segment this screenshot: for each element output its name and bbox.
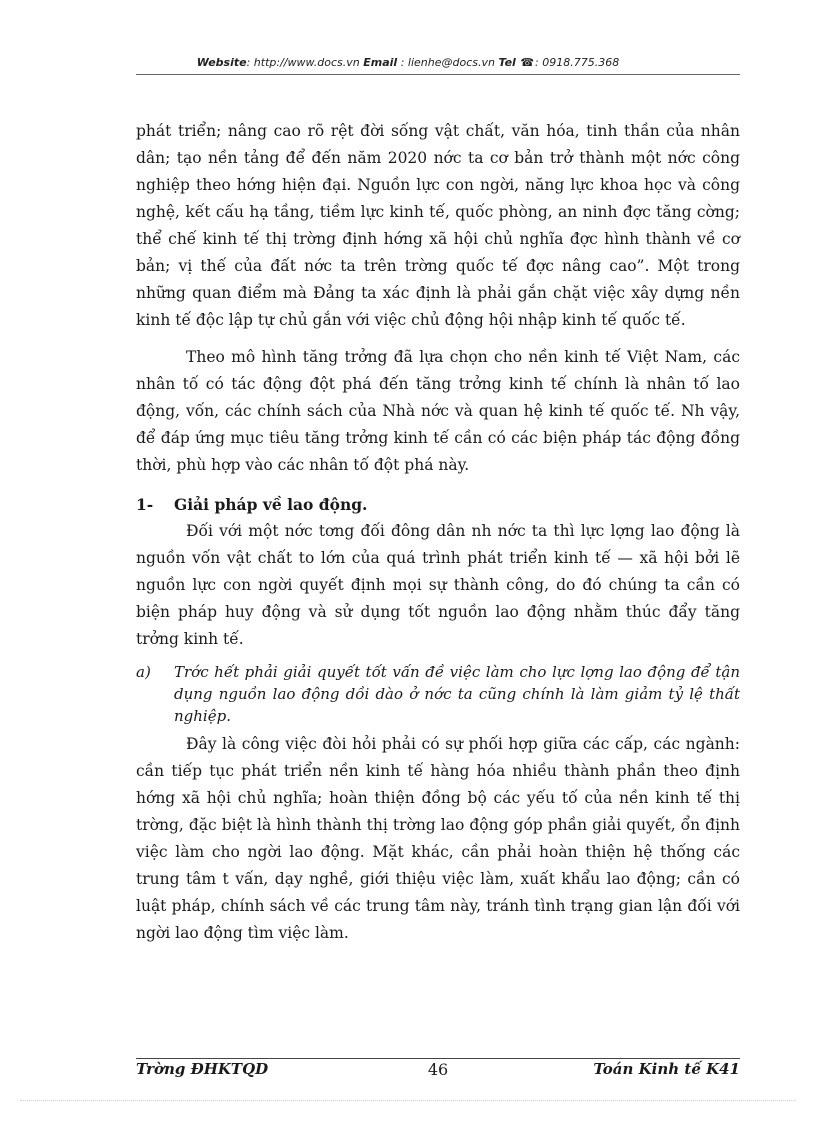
header-divider [136, 74, 740, 75]
paragraph-1: phát triển; nâng cao rõ rệt đời sống vật chất, văn hóa, tinh thần của nhân dân; tạo nền tảng để đến năm 2020 nớc ta cơ bản trở thành một nớc công nghiệp theo hớng hiện đại. Nguồn lực con ngời, năng lực khoa học và công nghệ, kết cấu hạ tầng, tiềm lực kinh tế, quốc phòng, an ninh đợc tăng cờng; thể chế kinh tế thị trờng định hớng xã hội chủ nghĩa đợc hình thành về cơ bản; vị thế của đất nớc ta trên trờng quốc tế đợc nâng cao”. Một trong những quan điểm mà Đảng ta xác định là phải gắn chặt việc xây dựng nền kinh tế độc lập tự chủ gắn với việc chủ động hội nhập kinh tế quốc tế. [136, 122, 740, 329]
paragraph-2: Theo mô hình tăng trởng đã lựa chọn cho nền kinh tế Việt Nam, các nhân tố có tác động đột phá đến tăng trởng kinh tế chính là nhân tố lao động, vốn, các chính sách của Nhà nớc và quan hệ kinh tế quốc tế. Nh vậy, để đáp ứng mục tiêu tăng trởng kinh tế cần có các biện pháp tác động đồng thời, phù hợp vào các nhân tố đột phá này. [136, 348, 740, 474]
section-number: 1- [136, 495, 154, 514]
paragraph-3: Đối với một nớc tơng đối đông dân nh nớc ta thì lực lợng lao động là nguồn vốn vật chất to lớn của quá trình phát triển kinh tế — xã hội bởi lẽ nguồn lực con ngời quyết định mọi sự thành công, do đó chúng ta cần có biện pháp huy động và sử dụng tốt nguồn lao động nhằm thúc đẩy tăng trởng kinh tế. [136, 522, 740, 648]
section-title: Giải pháp về lao động. [174, 495, 368, 514]
email-label: Email [363, 56, 398, 69]
email-value: : lienhe@docs.vn [400, 56, 495, 69]
section-heading [136, 491, 740, 518]
phone-icon: ☎ [520, 56, 535, 69]
footer-class: Toán Kinh tế K41 [593, 1060, 740, 1078]
page-header [0, 56, 816, 69]
tel-value: : 0918.775.368 [535, 56, 620, 69]
website-label: Website [196, 56, 247, 69]
document-body [136, 118, 740, 947]
tel-label: Tel [498, 56, 516, 69]
subsection-text: Trớc hết phải giải quyết tốt vấn đề việc làm cho lực lợng lao động để tận dụng nguồn lao động dồi dào ở nớc ta cũng chính là làm giảm tỷ lệ thất nghiệp. [174, 663, 740, 725]
subsection-marker: a) [136, 663, 151, 681]
page-footer [136, 1060, 740, 1084]
footer-school: Trờng ĐHKTQD [136, 1060, 269, 1078]
page-number: 46 [427, 1060, 449, 1079]
footer-divider [136, 1058, 740, 1059]
website-value: : http://www.docs.vn [246, 56, 360, 69]
subsection-item [136, 661, 740, 727]
paragraph-4: Đây là công việc đòi hỏi phải có sự phối hợp giữa các cấp, các ngành: cần tiếp tục phát triển nền kinh tế hàng hóa nhiều thành phần theo định hớng xã hội chủ nghĩa; hoàn thiện đồng bộ các yếu tố của nền kinh tế thị trờng, đặc biệt là hình thành thị trờng lao động góp phần giải quyết, ổn định việc làm cho ngời lao động. Mặt khác, cần phải hoàn thiện hệ thống các trung tâm t vấn, dạy nghề, giới thiệu việc làm, xuất khẩu lao động; cần có luật pháp, chính sách về các trung tâm này, tránh tình trạng gian lận đối với ngời lao động tìm việc làm. [136, 735, 740, 942]
bottom-dotted-line [20, 1100, 796, 1101]
